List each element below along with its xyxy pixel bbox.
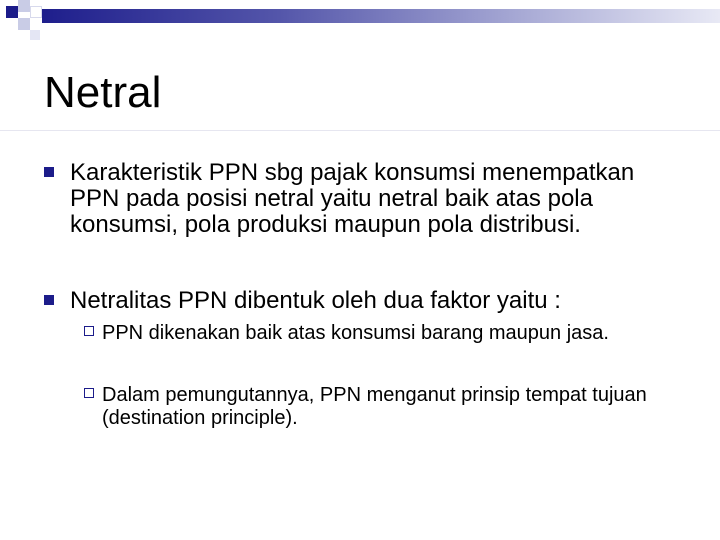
filled-square-bullet-icon <box>44 167 54 177</box>
title-divider <box>0 130 720 131</box>
sub-bullet-text: Dalam pemungutannya, PPN menganut prinsip tempat tujuan (destination principle). <box>102 384 647 429</box>
decorative-square-pale <box>30 30 40 40</box>
filled-square-bullet-icon <box>44 295 54 305</box>
decorative-square-light <box>18 18 30 30</box>
decorative-square-outline <box>30 6 42 18</box>
decorative-square-light <box>18 0 30 12</box>
slide-title: Netral <box>44 68 162 117</box>
header-gradient-bar <box>42 9 720 23</box>
bullet-text: Netralitas PPN dibentuk oleh dua faktor yaitu : <box>70 287 561 314</box>
sub-bullet-text: PPN dikenakan baik atas konsumsi barang maupun jasa. <box>102 322 609 344</box>
hollow-square-bullet-icon <box>84 388 94 398</box>
decorative-square-dark <box>6 6 18 18</box>
hollow-square-bullet-icon <box>84 326 94 336</box>
bullet-text: Karakteristik PPN sbg pajak konsumsi menempatkan PPN pada posisi netral yaitu netral baik atas pola konsumsi, pola produksi maupun pola distribusi. <box>70 159 635 238</box>
